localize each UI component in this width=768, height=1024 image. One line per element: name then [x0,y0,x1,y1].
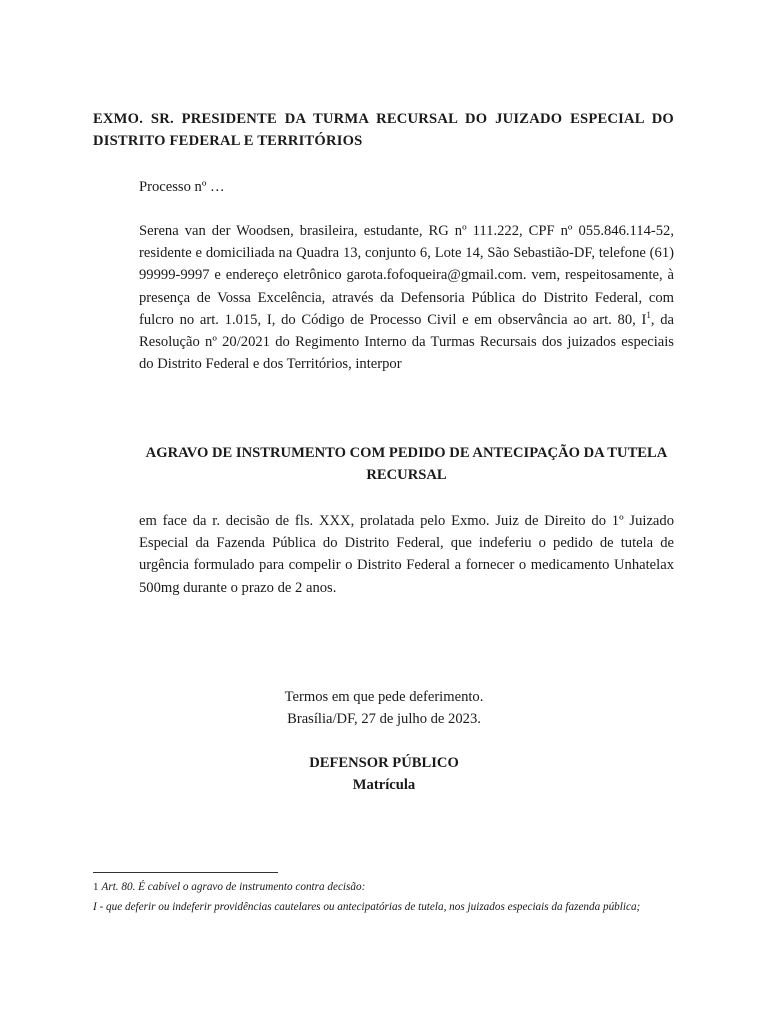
appeal-title: AGRAVO DE INSTRUMENTO COM PEDIDO DE ANTECIPAÇÃO DA TUTELA RECURSAL [145,445,668,483]
footnote-reference: 1 [646,309,651,320]
footnote [93,878,674,917]
footnote-separator [93,872,278,873]
footnote-number: 1 [93,881,99,893]
decision-paragraph: em face da r. decisão de fls. XXX, prolatada pelo Exmo. Juiz de Direito do 1º Juizado Especial da Fazenda Pública do Distrito Federal, que indeferiu o pedido de tutela de urgência formulado para compelir o Distrito Federal a fornecer o medicamento Unhatelax 500mg durante o prazo de 2 anos. [139,513,674,596]
footnote-line-1 [93,878,674,898]
signatory-registration: Matrícula [352,777,416,793]
addressee-heading: EXMO. SR. PRESIDENTE DA TURMA RECURSAL DO JUIZADO ESPECIAL DO DISTRITO FEDERAL E TERRITÓRIOS [93,111,674,149]
qualification-text-part2: , da Resolução nº 20/2021 do Regimento Interno da Turmas Recursais dos juizados especiais do Distrito Federal e dos Territórios, interpor [139,311,675,373]
party-qualification-paragraph [139,220,674,375]
process-number: Processo nº … [139,179,225,195]
signatory-title: DEFENSOR PÚBLICO [309,755,459,771]
qualification-text-part1: Serena van der Woodsen, brasileira, estudante, RG nº 111.222, CPF nº 055.846.114-52, residente e domiciliada na Quadra 13, conjunto 6, Lote 14, São Sebastião-DF, telefone (61) 99999-9997 e endereço eletrônico garota.fofoqueira@gmail.com. vem, respeitosamente, à presença de Vossa Excelência, através da Defensoria Pública do Distrito Federal, com fulcro no art. 1.015, I, do Código de Processo Civil e em observância ao art. 80, I [139,223,674,328]
place-and-date: Brasília/DF, 27 de julho de 2023. [287,711,481,727]
footnote-text-1: Art. 80. É cabível o agravo de instrumento contra decisão: [101,881,366,893]
closing-request: Termos em que pede deferimento. [284,689,484,705]
footnote-line-2: I - que deferir ou indeferir providências cautelares ou antecipatórias de tutela, nos juizados especiais da fazenda pública; [93,900,641,913]
